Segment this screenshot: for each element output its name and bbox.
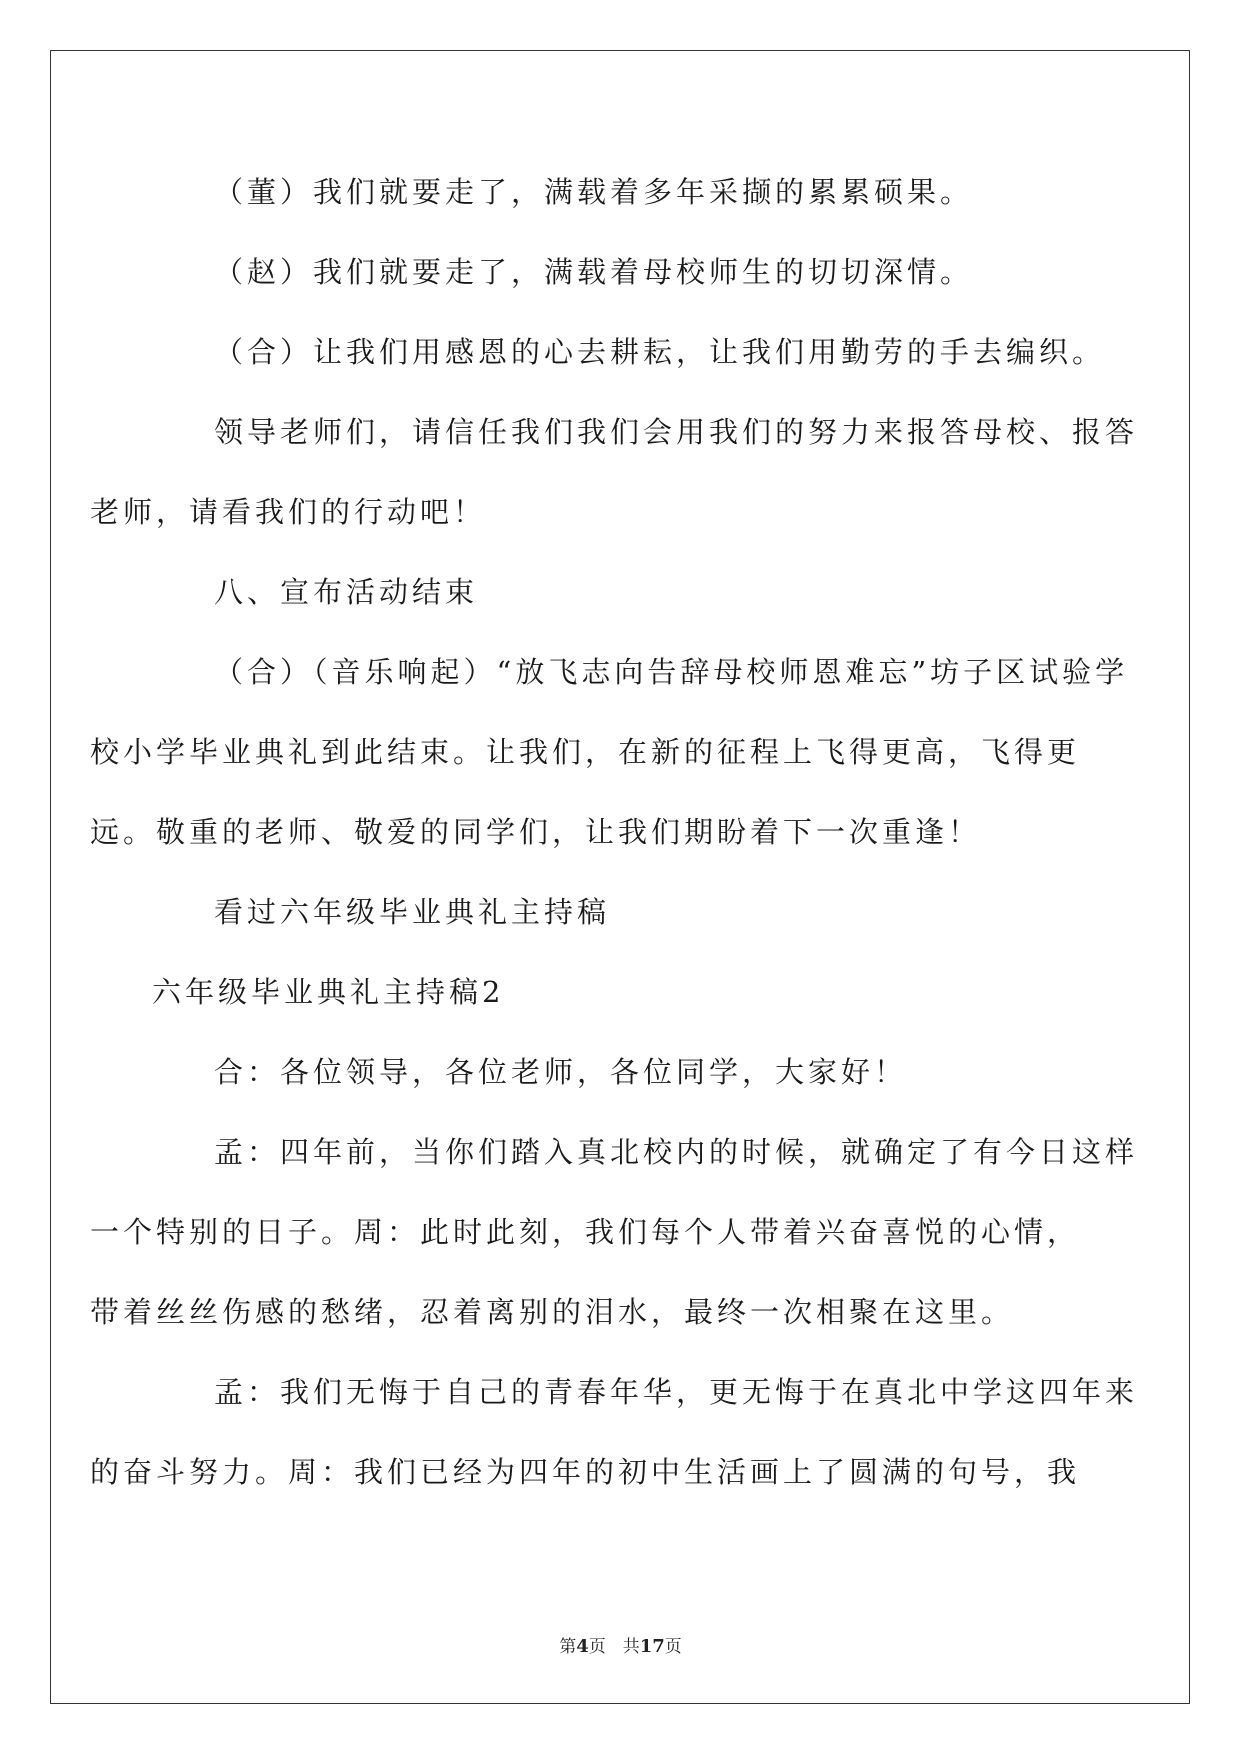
- paragraph: [90, 392, 1139, 552]
- paragraph: [152, 312, 1106, 392]
- paragraph-line: 远。敬重的老师、敬爱的同学们，让我们期盼着下一次重逢！: [90, 815, 982, 849]
- paragraph-line: （赵）我们就要走了，满载着母校师生的切切深情。: [214, 255, 974, 289]
- page-footer: [0, 1632, 1241, 1657]
- paragraph: [152, 152, 1092, 232]
- current-page-number: 4: [576, 1636, 589, 1657]
- paragraph: [152, 1032, 1092, 1112]
- paragraph-line: （合）（音乐响起）“放飞志向告辞母校师恩难忘”坊子区试验学: [214, 655, 1129, 689]
- paragraph-line: 看过六年级毕业典礼主持稿: [214, 895, 611, 929]
- paragraph-line: 校小学毕业典礼到此结束。让我们，在新的征程上飞得更高，飞得更: [90, 735, 1081, 769]
- paragraph-line: 老师，请看我们的行动吧！: [90, 495, 487, 529]
- paragraph: [90, 1112, 1139, 1352]
- paragraph-line: （合）让我们用感恩的心去耕耘，让我们用勤劳的手去编织。: [214, 335, 1106, 369]
- paragraph: [152, 232, 1092, 312]
- paragraph-line: 领导老师们，请信任我们我们会用我们的努力来报答母校、报答: [214, 415, 1139, 449]
- paragraph-line: 合：各位领导，各位老师，各位同学，大家好！: [214, 1055, 908, 1089]
- footer-suffix: 页: [664, 1637, 682, 1657]
- paragraph: [152, 872, 1092, 952]
- paragraph-line: 八、宣布活动结束: [214, 575, 479, 609]
- paragraph-line: 带着丝丝伤感的愁绪，忍着离别的泪水，最终一次相聚在这里。: [90, 1295, 1015, 1329]
- section-heading: [152, 552, 1092, 632]
- paragraph-line: 孟：我们无悔于自己的青春年华，更无悔于在真北中学这四年来: [214, 1375, 1139, 1409]
- paragraph-line: 六年级毕业典礼主持稿2: [152, 975, 505, 1009]
- total-page-count: 17: [639, 1636, 665, 1657]
- document-title: [152, 952, 1092, 1032]
- footer-prefix: 第: [559, 1637, 577, 1657]
- paragraph-line: 孟：四年前，当你们踏入真北校内的时候，就确定了有今日这样: [214, 1135, 1139, 1169]
- footer-mid: 页 共: [588, 1637, 640, 1657]
- paragraph-line: 一个特别的日子。周：此时此刻，我们每个人带着兴奋喜悦的心情，: [90, 1215, 1081, 1249]
- paragraph: [90, 632, 1129, 872]
- paragraph-line: 的奋斗努力。周：我们已经为四年的初中生活画上了圆满的句号，我: [90, 1455, 1081, 1489]
- paragraph: [90, 1352, 1139, 1512]
- paragraph-line: （董）我们就要走了，满载着多年采撷的累累硕果。: [214, 175, 974, 209]
